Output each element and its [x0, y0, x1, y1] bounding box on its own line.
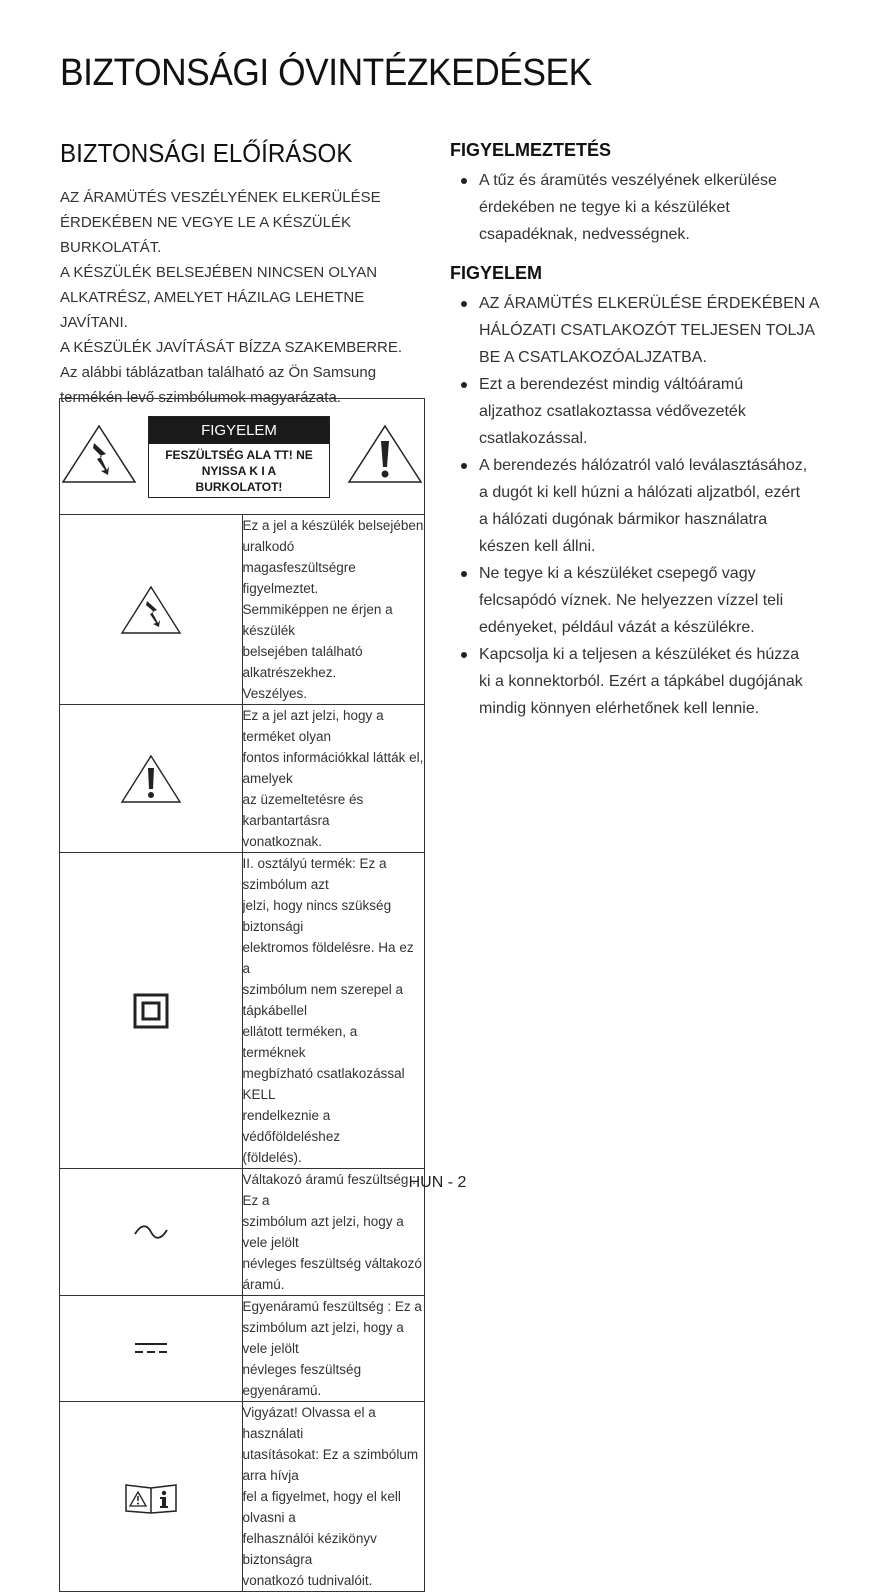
intro-text: [60, 185, 428, 410]
warning-title: FIGYELMEZTETÉS: [450, 140, 612, 160]
list-item: [450, 560, 830, 641]
item-line: aljzathoz csatlakoztassa védővezeték: [479, 403, 746, 420]
list-item: [450, 290, 830, 371]
desc-line: fontos információkkal látták el, amelyek: [242, 750, 424, 786]
ac-wave-icon: [133, 1223, 169, 1240]
desc-line: jelzi, hogy nincs szükség biztonsági: [242, 898, 392, 934]
manual-caution-icon: [124, 1488, 178, 1505]
item-line: Kapcsolja ki a teljesen a készüléket és húzza: [479, 646, 800, 663]
symbols-table: [59, 398, 425, 1592]
symbol-row: [60, 853, 425, 1169]
desc-line: Semmiképpen ne érjen a készülék: [242, 602, 393, 638]
item-line: BE A CSATLAKOZÓALJZATBA.: [479, 349, 707, 366]
symbol-row: [60, 1402, 425, 1592]
warning-label-box: [148, 416, 330, 498]
exclamation-triangle-icon: [346, 423, 424, 485]
symbol-description: [242, 1296, 425, 1402]
dc-icon: [134, 1340, 168, 1357]
desc-line: Váltakozó áramú feszültség : Ez a: [242, 1172, 416, 1208]
safety-rules-section: [60, 138, 428, 410]
page-number: HUN - 2: [408, 1174, 467, 1191]
warning-label-line: NYISSA K I A: [201, 464, 277, 478]
desc-line: Egyenáramú feszültség : Ez a: [242, 1299, 422, 1314]
item-line: Ne tegye ki a készüléket csepegő vagy: [479, 565, 756, 582]
list-item: [450, 452, 830, 560]
list-item: [450, 641, 830, 722]
symbol-icon-cell: [60, 1296, 243, 1402]
intro-line: Az alábbi táblázatban található az Ön Samsung: [60, 364, 377, 381]
symbol-row: [60, 705, 425, 853]
desc-line: Vigyázat! Olvassa el a használati: [242, 1405, 376, 1441]
item-line: AZ ÁRAMÜTÉS ELKERÜLÉSE ÉRDEKÉBEN A: [479, 295, 820, 312]
desc-line: szimbólum nem szerepel a tápkábellel: [242, 982, 404, 1018]
desc-line: utasításokat: Ez a szimbólum arra hívja: [242, 1447, 419, 1483]
desc-line: vonatkozó tudnivalóit.: [242, 1573, 373, 1588]
warning-label-line: FESZÜLTSÉG ALA TT! NE: [165, 448, 313, 462]
symbol-row: [60, 1296, 425, 1402]
item-line: mindig könnyen elérhetőnek kell lennie.: [479, 700, 760, 717]
item-line: Ezt a berendezést mindig váltóáramú: [479, 376, 744, 393]
caution-list: [450, 290, 830, 722]
symbol-description: [242, 515, 425, 705]
desc-line: vonatkoznak.: [242, 834, 323, 849]
desc-line: névleges feszültség egyenáramú.: [242, 1362, 362, 1398]
item-line: a dugót ki kell húzni a hálózati aljzatból, ezért: [479, 484, 801, 501]
desc-line: magasfeszültségre figyelmeztet.: [242, 560, 356, 596]
warnings-section: [450, 140, 830, 722]
intro-line: AZ ÁRAMÜTÉS VESZÉLYÉNEK ELKERÜLÉSE: [60, 189, 381, 206]
symbol-icon-cell: [60, 515, 243, 705]
intro-line: A KÉSZÜLÉK JAVÍTÁSÁT BÍZZA SZAKEMBERRE.: [60, 339, 403, 356]
warning-label-row: [60, 399, 425, 515]
item-line: A berendezés hálózatról való leválasztásához,: [479, 457, 808, 474]
intro-line: BURKOLATÁT.: [60, 239, 162, 256]
item-line: edényeket, például vázát a készülékre.: [479, 619, 755, 636]
item-line: HÁLÓZATI CSATLAKOZÓT TELJESEN TOLJA: [479, 322, 816, 339]
desc-line: szimbólum azt jelzi, hogy a vele jelölt: [242, 1214, 404, 1250]
warning-list: [450, 167, 830, 248]
intro-line: ALKATRÉSZ, AMELYET HÁZILAG LEHETNE JAVÍTANI.: [60, 289, 365, 331]
warning-label-head: FIGYELEM: [149, 417, 329, 444]
desc-line: belsejében található alkatrészekhez.: [242, 644, 363, 680]
intro-line: A KÉSZÜLÉK BELSEJÉBEN NINCSEN OLYAN: [60, 264, 378, 281]
desc-line: (földelés).: [242, 1150, 302, 1165]
desc-line: Veszélyes.: [242, 686, 308, 701]
lightning-triangle-icon: [120, 601, 182, 618]
symbol-description: [242, 853, 425, 1169]
intro-line: termékén levő szimbólumok magyarázata.: [60, 389, 341, 406]
desc-line: fel a figyelmet, hogy el kell olvasni a: [242, 1489, 401, 1525]
double-square-icon: [133, 1002, 169, 1019]
symbol-icon-cell: [60, 853, 243, 1169]
exclamation-triangle-icon: [120, 770, 182, 787]
desc-line: névleges feszültség váltakozó áramú.: [242, 1256, 422, 1292]
desc-line: ellátott terméken, a terméknek: [242, 1024, 358, 1060]
item-line: a hálózati dugónak bármikor használatra: [479, 511, 768, 528]
page-title: BIZTONSÁGI ÓVINTÉZKEDÉSEK: [60, 52, 592, 94]
desc-line: felhasználói kézikönyv biztonságra: [242, 1531, 377, 1567]
symbol-row: [60, 515, 425, 705]
desc-line: Ez a jel azt jelzi, hogy a terméket olyan: [242, 708, 384, 744]
item-line: ki a konnektorból. Ezért a tápkábel dugójának: [479, 673, 803, 690]
desc-line: elektromos földelésre. Ha ez a: [242, 940, 414, 976]
symbol-description: [242, 705, 425, 853]
item-line: A tűz és áramütés veszélyének elkerülése: [479, 172, 777, 189]
item-line: készen kell állni.: [479, 538, 596, 555]
desc-line: rendelkeznie a védőföldeléshez: [242, 1108, 341, 1144]
desc-line: megbízható csatlakozással KELL: [242, 1066, 405, 1102]
symbol-icon-cell: [60, 705, 243, 853]
intro-line: ÉRDEKÉBEN NE VEGYE LE A KÉSZÜLÉK: [60, 214, 351, 231]
warning-label-body: [149, 444, 329, 495]
item-line: csapadéknak, nedvességnek.: [479, 226, 690, 243]
list-item: [450, 167, 830, 248]
desc-line: szimbólum azt jelzi, hogy a vele jelölt: [242, 1320, 404, 1356]
caution-title: FIGYELEM: [450, 263, 543, 283]
lightning-triangle-icon: [60, 423, 138, 485]
warning-label-cell: [60, 399, 425, 515]
item-line: felcsapódó víznek. Ne helyezzen vízzel teli: [479, 592, 784, 609]
list-item: [450, 371, 830, 452]
item-line: csatlakozással.: [479, 430, 588, 447]
symbol-icon-cell: [60, 1402, 243, 1592]
safety-rules-heading: BIZTONSÁGI ELŐÍRÁSOK: [60, 138, 353, 168]
item-line: érdekében ne tegye ki a készüléket: [479, 199, 730, 216]
desc-line: Ez a jel a készülék belsejében uralkodó: [242, 518, 424, 554]
desc-line: az üzemeltetésre és karbantartásra: [242, 792, 364, 828]
symbol-description: [242, 1402, 425, 1592]
warning-label-line: BURKOLATOT!: [195, 480, 283, 494]
desc-line: II. osztályú termék: Ez a szimbólum azt: [242, 856, 387, 892]
